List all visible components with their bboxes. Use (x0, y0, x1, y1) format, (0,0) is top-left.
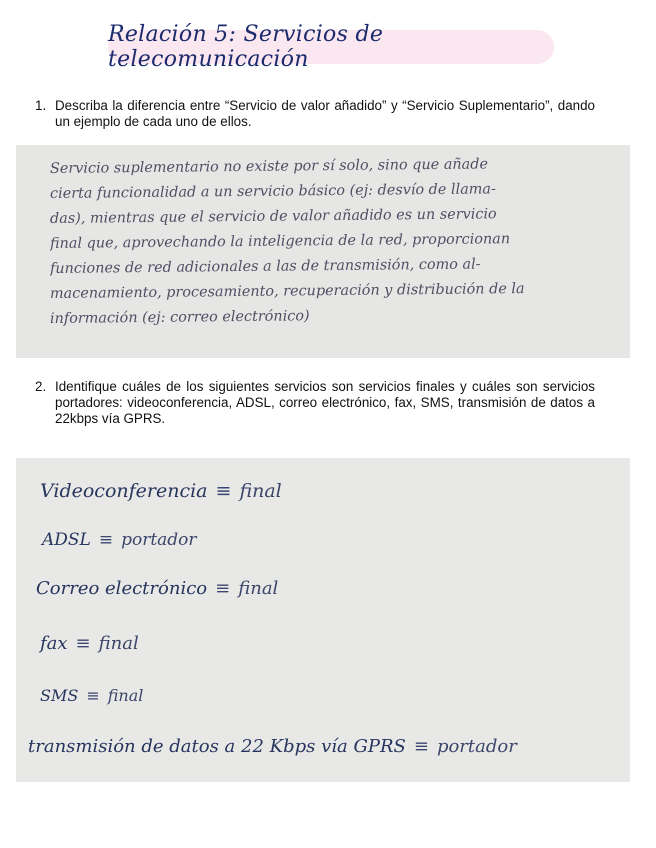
answer-1-line: das), mientras que el servicio de valor añadido es un servicio (49, 206, 497, 227)
question-1-text: Describa la diferencia entre “Servicio de valor añadido” y “Servicio Suplementario”, dando un ejemplo de cada uno de ellos. (55, 98, 595, 129)
equivalence-symbol: ≡ (75, 633, 91, 654)
answer-2-item (28, 736, 517, 757)
answer-2-type: final (238, 578, 279, 599)
answer-1-panel (16, 145, 630, 358)
answer-1-line: final que, aprovechando la inteligencia de la red, proporcionan (49, 231, 511, 252)
question-2-text: Identifique cuáles de los siguientes servicios son servicios finales y cuáles son servicios portadores: videoconferencia, ADSL, correo electrónico, fax, SMS, transmisión de datos a 22kbps vía GPRS. (55, 379, 595, 426)
equivalence-symbol: ≡ (98, 530, 114, 550)
answer-2-service: Videoconferencia (40, 480, 208, 502)
page-title: Relación 5: Servicios de telecomunicación (108, 30, 554, 64)
answer-1-line: macenamiento, procesamiento, recuperación y distribución de la (49, 281, 525, 302)
equivalence-symbol: ≡ (215, 578, 231, 599)
answer-2-service: fax (40, 633, 68, 654)
answer-1-line: funciones de red adicionales a las de transmisión, como al- (49, 256, 481, 277)
question-2 (35, 379, 595, 427)
equivalence-symbol: ≡ (215, 480, 232, 502)
answer-2-item (40, 633, 139, 654)
answer-2-service: ADSL (42, 530, 91, 550)
answer-1-line: Servicio suplementario no existe por sí solo, sino que añade (49, 156, 489, 177)
equivalence-symbol: ≡ (413, 736, 429, 757)
answer-2-item (42, 530, 197, 550)
answer-1-line: cierta funcionalidad a un servicio básico (ej: desvío de llama- (49, 181, 496, 202)
answer-2-service: Correo electrónico (36, 578, 208, 599)
question-2-number: 2. (35, 379, 47, 394)
answer-1-line: información (ej: correo electrónico) (49, 308, 310, 327)
answer-2-type: final (107, 686, 144, 705)
question-1-number: 1. (35, 98, 47, 113)
answer-2-service: SMS (40, 686, 79, 705)
answer-2-type: final (98, 633, 139, 654)
answer-2-item (40, 686, 143, 705)
equivalence-symbol: ≡ (86, 686, 100, 705)
answer-2-service: transmisión de datos a 22 Kbps vía GPRS (28, 736, 406, 757)
answer-2-item (36, 578, 278, 599)
answer-2-type: portador (121, 530, 197, 550)
answer-2-type: portador (436, 736, 517, 757)
question-1 (35, 98, 595, 130)
answer-2-item (40, 480, 282, 502)
answer-2-panel (16, 458, 630, 782)
answer-2-type: final (239, 480, 282, 502)
